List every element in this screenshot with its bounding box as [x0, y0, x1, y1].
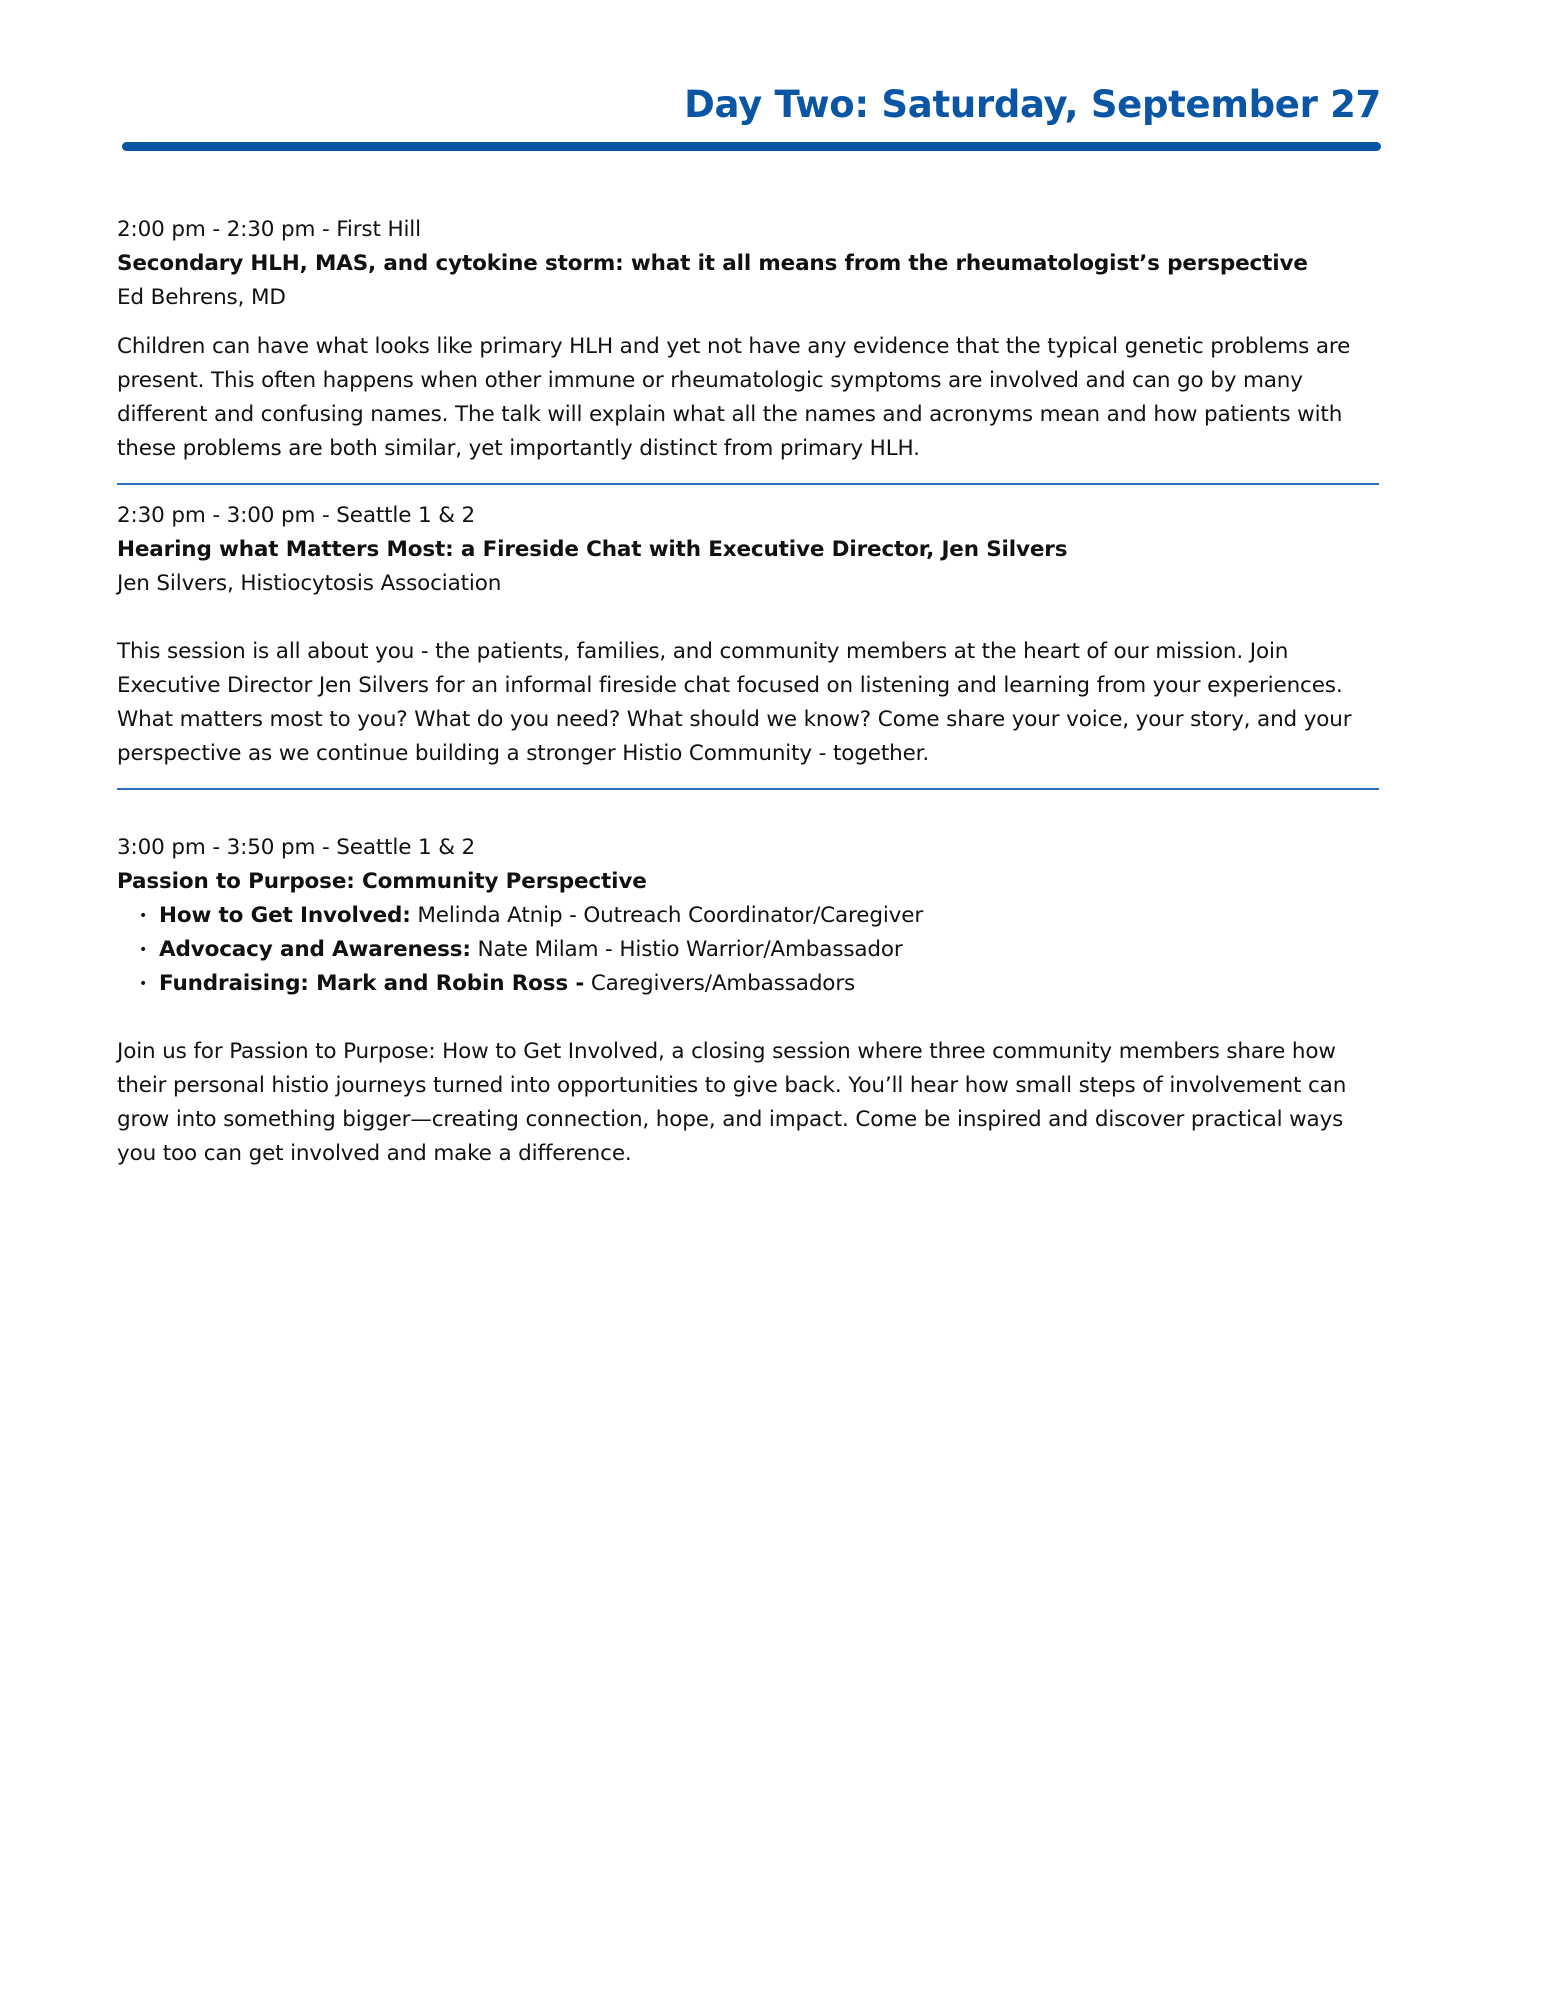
session-speaker: Jen Silvers, Histiocytosis Association	[117, 571, 502, 596]
session-fireside-chat	[117, 499, 1379, 771]
topic-item-advocacy	[139, 933, 1379, 967]
topic-label: Advocacy and Awareness:	[159, 937, 471, 962]
bullet-icon: •	[139, 908, 148, 924]
topic-detail: Caregivers/Ambassadors	[584, 971, 856, 996]
session-description: This session is all about you - the patients, families, and community members at the heart of our mission. Join Executive Director Jen Silvers for an informal fireside chat focused on listening and learning from your experiences. What matters most to you? What do you need? What should we know? Come share your voice, your story, and your perspective as we continue building a stronger Histio Community - together.	[117, 639, 1352, 766]
session-passion-to-purpose	[117, 831, 1379, 1171]
schedule-content	[117, 213, 1379, 1171]
page-title: Day Two: Saturday, September 27	[684, 83, 1381, 126]
topic-label: Fundraising: Mark and Robin Ross -	[159, 971, 585, 996]
topic-item-fundraising	[139, 967, 1379, 1001]
section-divider	[117, 788, 1379, 790]
topic-detail: Nate Milam - Histio Warrior/Ambassador	[470, 937, 903, 962]
session-time-location: 2:00 pm - 2:30 pm - First Hill	[117, 217, 421, 242]
session-secondary-hlh	[117, 213, 1379, 466]
session-title: Hearing what Matters Most: a Fireside Chat with Executive Director, Jen Silvers	[117, 537, 1068, 562]
topic-list	[117, 899, 1379, 1001]
page-header	[122, 78, 1381, 151]
topic-detail: Melinda Atnip - Outreach Coordinator/Caregiver	[410, 903, 924, 928]
session-title: Secondary HLH, MAS, and cytokine storm: what it all means from the rheumatologist’s perspective	[117, 251, 1308, 276]
title-underline-rule	[122, 142, 1381, 151]
topic-item-get-involved	[139, 899, 1379, 933]
session-title: Passion to Purpose: Community Perspective	[117, 869, 647, 894]
session-description: Children can have what looks like primary HLH and yet not have any evidence that the typical genetic problems are present. This often happens when other immune or rheumatologic symptoms are involved and can go by many different and confusing names. The talk will explain what all the names and acronyms mean and how patients with these problems are both similar, yet importantly distinct from primary HLH.	[117, 334, 1351, 461]
session-speaker: Ed Behrens, MD	[117, 285, 286, 310]
bullet-icon: •	[139, 976, 148, 992]
bullet-icon: •	[139, 942, 148, 958]
session-description: Join us for Passion to Purpose: How to Get Involved, a closing session where three community members share how their personal histio journeys turned into opportunities to give back. You’ll hear how small steps of involvement can grow into something bigger—creating connection, hope, and impact. Come be inspired and discover practical ways you too can get involved and make a difference.	[117, 1039, 1347, 1166]
section-divider	[117, 483, 1379, 485]
session-time-location: 2:30 pm - 3:00 pm - Seattle 1 & 2	[117, 503, 476, 528]
topic-label: How to Get Involved:	[159, 903, 411, 928]
session-time-location: 3:00 pm - 3:50 pm - Seattle 1 & 2	[117, 835, 476, 860]
